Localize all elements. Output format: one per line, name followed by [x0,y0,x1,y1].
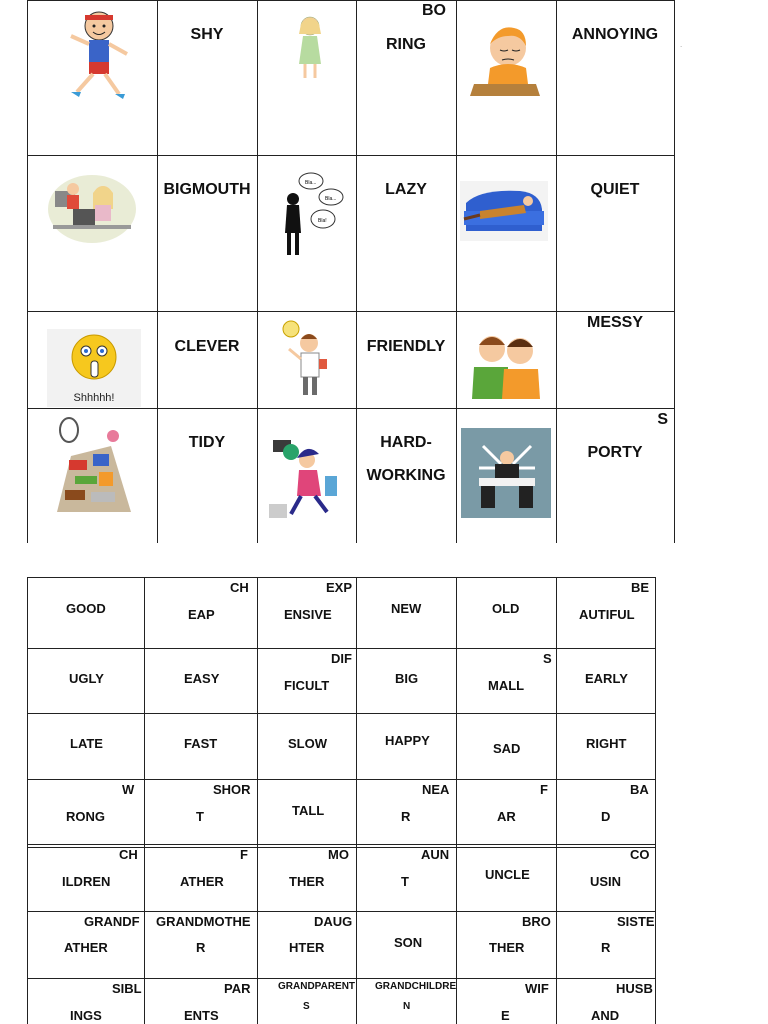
vocab-word: BIG [395,671,419,686]
busy-woman-image [261,430,351,526]
adjective-word-part: RING [386,36,426,53]
vocab-word: SAD [493,741,521,756]
vocab-word-part: F [240,847,248,862]
vocab-word-part: GRANDCHILDRE [375,981,457,992]
running-boy-image [59,6,139,106]
picture-cell [27,155,157,311]
vocab-word-part: GRANDPARENT [278,981,356,992]
grid-line [27,577,656,578]
grid-line [27,978,656,979]
adjective-word-part: BO [422,2,446,19]
grid-line [257,577,258,1024]
vocab-word-part: R [601,940,611,955]
picture-cell [257,311,356,408]
vocab-word-part: DAUG [314,914,353,929]
vocab-word-part: SIBL [112,981,142,996]
vocab-word-part: AR [497,809,516,824]
grid-line [556,577,557,1024]
vocab-word: FAST [184,736,218,751]
vocab-word-part: MO [328,847,349,862]
grid-line [27,779,656,780]
vocab-word-part: THER [289,874,325,889]
adjective-word-part: S [657,411,668,428]
vocab-word-part: T [196,809,204,824]
vocab-word-part: AUN [421,847,450,862]
vocab-word-part: F [540,782,548,797]
picture-cell [257,408,356,543]
vocab-word-part: SISTE [617,914,655,929]
vocab-word-part: WIF [525,981,549,996]
picture-cell [27,311,157,408]
stray-mark: . [680,40,683,49]
vocab-word-part: AND [591,1008,620,1023]
word-cell [157,155,257,311]
vocab-word-part: BRO [522,914,551,929]
grid-line [674,0,675,543]
vocab-word-part: EAP [188,607,215,622]
picture-cell [27,408,157,543]
multitask-worker-image [461,428,551,518]
shhh-caption: Shhhhh! [73,392,115,404]
vocab-word-part: ATHER [180,874,224,889]
word-cell [157,311,257,408]
vocab-word-part: S [543,651,552,666]
vocab-word-part: T [401,874,409,889]
picture-cell [456,311,556,408]
vocab-word-part: AUTIFUL [579,607,635,622]
vocabulary-word-grid [27,577,656,1024]
picture-cell [27,0,157,155]
adjective-word: BIGMOUTH [163,181,251,198]
vocab-word-part: HUSB [616,981,653,996]
word-cell [556,155,674,311]
office-workers-image [47,169,137,245]
vocab-word-part: PAR [224,981,251,996]
vocab-word: SON [394,935,423,950]
shy-girl-image [285,12,335,82]
grid-line [655,577,656,1024]
word-cell [157,408,257,543]
picture-cell [257,0,356,155]
vocab-word-part: FICULT [284,678,330,693]
vocab-word: OLD [492,601,520,616]
word-cell [556,0,674,155]
vocab-word-part: R [401,809,411,824]
grid-line [27,577,28,1024]
vocab-word-part: W [122,782,135,797]
two-boys-image [466,327,546,399]
word-cell [556,408,674,543]
vocab-word-part: BE [631,580,650,595]
grid-line [456,577,457,1024]
vocab-word-part: ILDREN [62,874,111,889]
vocab-word: EARLY [585,671,628,686]
speech-bubble-text: Bla! [318,218,327,224]
messy-pile-image [51,416,135,516]
vocab-word-part: EXP [326,580,353,595]
vocab-word-part: ENTS [184,1008,219,1023]
grid-line [27,648,656,649]
vocab-word-part: MALL [488,678,525,693]
adjectives-picture-grid [27,0,675,543]
vocab-word-part: E [501,1008,510,1023]
vocab-word-part: USIN [590,874,622,889]
vocab-word: EASY [184,671,220,686]
word-cell [356,155,456,311]
idea-man-image [277,319,333,401]
vocab-word-part: GRANDMOTHE [156,914,251,929]
vocab-word-part: N [403,1001,411,1012]
adjective-word: SHY [190,26,224,43]
vocab-word: HAPPY [385,733,430,748]
vocab-word: SLOW [288,736,327,751]
talking-woman-image [275,171,355,261]
adjective-word: MESSY [586,314,643,331]
adjective-word: FRIENDLY [366,338,446,355]
vocab-word-part: ATHER [64,940,108,955]
adjective-word: LAZY [385,181,427,198]
vocab-word-part: SHOR [213,782,251,797]
vocab-word-part: GRANDF [84,914,140,929]
vocab-word-part: CO [630,847,650,862]
vocab-word: UNCLE [485,867,530,882]
word-cell [356,0,456,155]
speech-bubble-text: Bla... [325,196,337,202]
picture-cell [456,408,556,543]
picture-cell [456,155,556,311]
picture-cell [257,155,356,311]
grid-line [27,713,656,714]
vocab-word-part: R [196,940,206,955]
shhh-emoji-image [47,329,141,407]
adjective-word-part: PORTY [587,444,643,461]
vocab-word: GOOD [66,601,106,616]
word-cell [356,408,456,543]
vocab-word-part: THER [489,940,525,955]
vocab-word-part: S [303,1001,310,1012]
vocab-word-part: INGS [70,1008,102,1023]
vocab-word-part: HTER [289,940,325,955]
speech-bubble-text: Bla... [305,180,317,186]
adjective-word-part: HARD- [380,434,432,451]
vocab-word: UGLY [69,671,104,686]
vocab-word-part: ENSIVE [284,607,332,622]
vocab-word: LATE [70,736,103,751]
adjective-word: QUIET [590,181,640,198]
vocab-word: RIGHT [586,736,627,751]
adjective-word: ANNOYING [571,26,659,43]
word-cell [556,311,674,408]
grid-line [144,577,145,1024]
vocab-word-part: DIF [331,651,352,666]
grid-line [356,577,357,1024]
vocab-word-part: CH [119,847,138,862]
word-cell [157,0,257,155]
vocab-word-part: RONG [66,809,105,824]
adjective-word-part: WORKING [366,467,446,484]
adjective-word: TIDY [188,434,226,451]
word-cell [356,311,456,408]
vocab-word-part: BA [630,782,649,797]
grid-line [27,844,656,845]
vocab-word-part: CH [230,580,249,595]
vocab-word: TALL [292,803,325,818]
vocab-word: NEW [391,601,422,616]
grid-line [27,911,656,912]
sofa-man-image [460,181,548,241]
vocab-word-part: D [601,809,611,824]
adjective-word: CLEVER [174,338,240,355]
vocab-word-part: NEA [422,782,450,797]
bored-boy-image [468,20,542,104]
picture-cell [456,0,556,155]
